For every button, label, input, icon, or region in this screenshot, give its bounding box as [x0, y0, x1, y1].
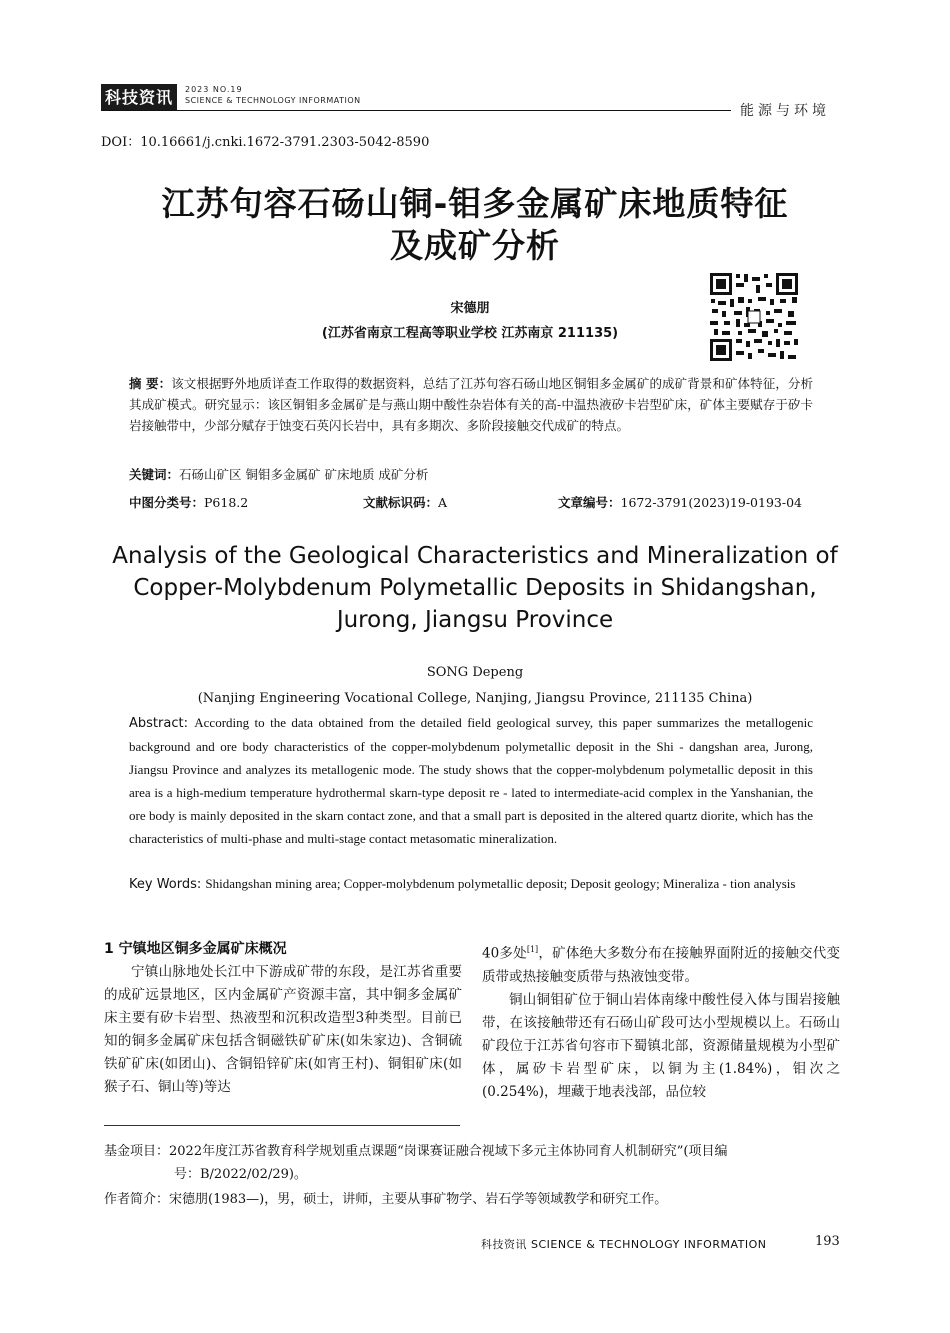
journal-name-en: SCIENCE & TECHNOLOGY INFORMATION — [185, 96, 361, 105]
article-label: 文章编号： — [558, 495, 621, 510]
footer-journal: 科技资讯 SCIENCE & TECHNOLOGY INFORMATION — [481, 1238, 767, 1251]
section-heading: 1 宁镇地区铜多金属矿床概况 — [104, 941, 287, 957]
keywords-en-label: Key Words: — [129, 877, 206, 892]
footnote-rule — [104, 1125, 460, 1126]
fund-line1: 基金项目：2022年度江苏省教育科学规划重点课题“岗课赛证融合视域下多元主体协同育人机制研究”(项目编 — [104, 1144, 728, 1159]
journal-brand: 科技资讯 — [101, 84, 177, 110]
keywords-en-text: Shidangshan mining area; Copper-molybdenum polymetallic deposit; Deposit geology; Mineraliza - tion analysis — [205, 876, 796, 891]
clc-number — [129, 493, 248, 511]
affiliation-en: (Nanjing Engineering Vocational College, Nanjing, Jiangsu Province, 211135 China) — [197, 691, 753, 706]
header-rule — [101, 110, 731, 111]
author-bio: 作者简介：宋德朋(1983—)，男，硕士，讲师，主要从事矿物学、岩石学等领域教学和研究工作。 — [104, 1192, 668, 1207]
article-value: 1672-3791(2023)19-0193-04 — [620, 495, 802, 510]
title-zh-line2: 及成矿分析 — [390, 226, 560, 265]
body-column-left — [104, 938, 462, 1099]
body-paragraph: 铜山铜钼矿位于铜山岩体南缘中酸性侵入体与围岩接触带，在该接触带还有石砀山矿段可达小型规模以上。石砀山矿段位于江苏省句容市下蜀镇北部，资源储量规模为小型矿体，属矽卡岩型矿床，以铜为主(1.84%)，钼次之(0.254%)，埋藏于地表浅部，品位较 — [482, 991, 840, 1100]
issue-number: 2023 NO.19 — [185, 85, 243, 94]
keywords-zh-text: 石砀山矿区 铜钼多金属矿 矿床地质 成矿分析 — [179, 467, 429, 482]
page-number: 193 — [815, 1234, 840, 1249]
fund-note — [104, 1140, 844, 1186]
body-column-right — [482, 938, 840, 1104]
title-en — [100, 540, 850, 636]
clc-label: 中图分类号： — [129, 495, 205, 510]
citation-ref[interactable]: [1] — [526, 945, 539, 954]
doc-label: 文献标识码： — [363, 495, 439, 510]
fund-line2: 号：B/2022/02/29)。 — [174, 1167, 307, 1182]
doi: DOI：10.16661/j.cnki.1672-3791.2303-5042-8590 — [101, 135, 430, 150]
body-text: ，矿体绝大多数分布在接触界面附近的接触交代变质带或热接触变质带与热液蚀变带。 — [482, 945, 840, 985]
title-en-line1: Analysis of the Geological Characteristics and Mineralization of — [112, 543, 838, 569]
body-paragraph — [482, 938, 840, 989]
affiliation-zh: (江苏省南京工程高等职业学校 江苏南京 211135) — [321, 326, 619, 341]
section-name: 能源与环境 — [740, 103, 830, 119]
abstract-zh — [129, 373, 813, 436]
title-en-line3: Jurong, Jiangsu Province — [336, 607, 614, 633]
document-code — [363, 493, 447, 511]
body-paragraph: 宁镇山脉地处长江中下游成矿带的东段，是江苏省重要的成矿远景地区，区内金属矿产资源丰富，其中铜多金属矿床主要有矽卡岩型、热液型和沉积改造型3种类型。目前已知的铜多金属矿床包括含铜磁铁矿矿床(如朱家边)、含铜硫铁矿矿床(如团山)、含铜铅锌矿床(如宵王村)、铜钼矿床(如猴子石、铜山等)等达 — [104, 964, 462, 1095]
qr-code-icon — [708, 271, 800, 363]
abstract-zh-text: 该文根据野外地质详查工作取得的数据资料，总结了江苏句容石砀山地区铜钼多金属矿的成矿背景和矿体特征，分析其成矿模式。研究显示：该区铜钼多金属矿是与燕山期中酸性杂岩体有关的高-中温热液矽卡岩型矿床，矿体主要赋存于矽卡岩接触带中，少部分赋存于蚀变石英闪长岩中，具有多期次、多阶段接触交代成矿的特点。 — [129, 376, 813, 433]
title-en-line2: Copper-Molybdenum Polymetallic Deposits in Shidangshan, — [133, 575, 817, 601]
body-text: 40多处 — [482, 945, 527, 962]
abstract-en-label: Abstract: — [129, 716, 195, 731]
abstract-en-text: According to the data obtained from the detailed field geological survey, this paper summarizes the metallogenic background and ore body characteristics of the copper-molybdenum polymetallic deposit in the Shi - dangshan area, Jurong, Jiangsu Province and analyzes its metallogenic mode. The study shows that the copper-molybdenum polymetallic deposit in this area is a high-medium temperature hydrothermal skarn-type deposit re - lated to intermediate-acid complex in the Yanshanian, the ore body is mainly deposited in the skarn contact zone, and that a small part is deposited in the altered quartz diorite, which has the characteristics of multi-phase and multi-stage contact metasomatic mineralization. — [129, 715, 813, 846]
author-zh: 宋德朋 — [450, 301, 490, 316]
article-number — [558, 493, 802, 511]
title-zh — [100, 183, 850, 267]
doc-value: A — [438, 495, 448, 510]
keywords-zh — [129, 465, 813, 483]
abstract-en — [129, 711, 813, 850]
clc-value: P618.2 — [204, 495, 249, 510]
title-zh-line1: 江苏句容石砀山铜-钼多金属矿床地质特征 — [161, 184, 789, 223]
author-en: SONG Depeng — [426, 665, 524, 680]
keywords-en — [129, 872, 813, 896]
keywords-zh-label: 关键词： — [129, 467, 180, 482]
abstract-zh-label: 摘 要： — [129, 376, 172, 391]
